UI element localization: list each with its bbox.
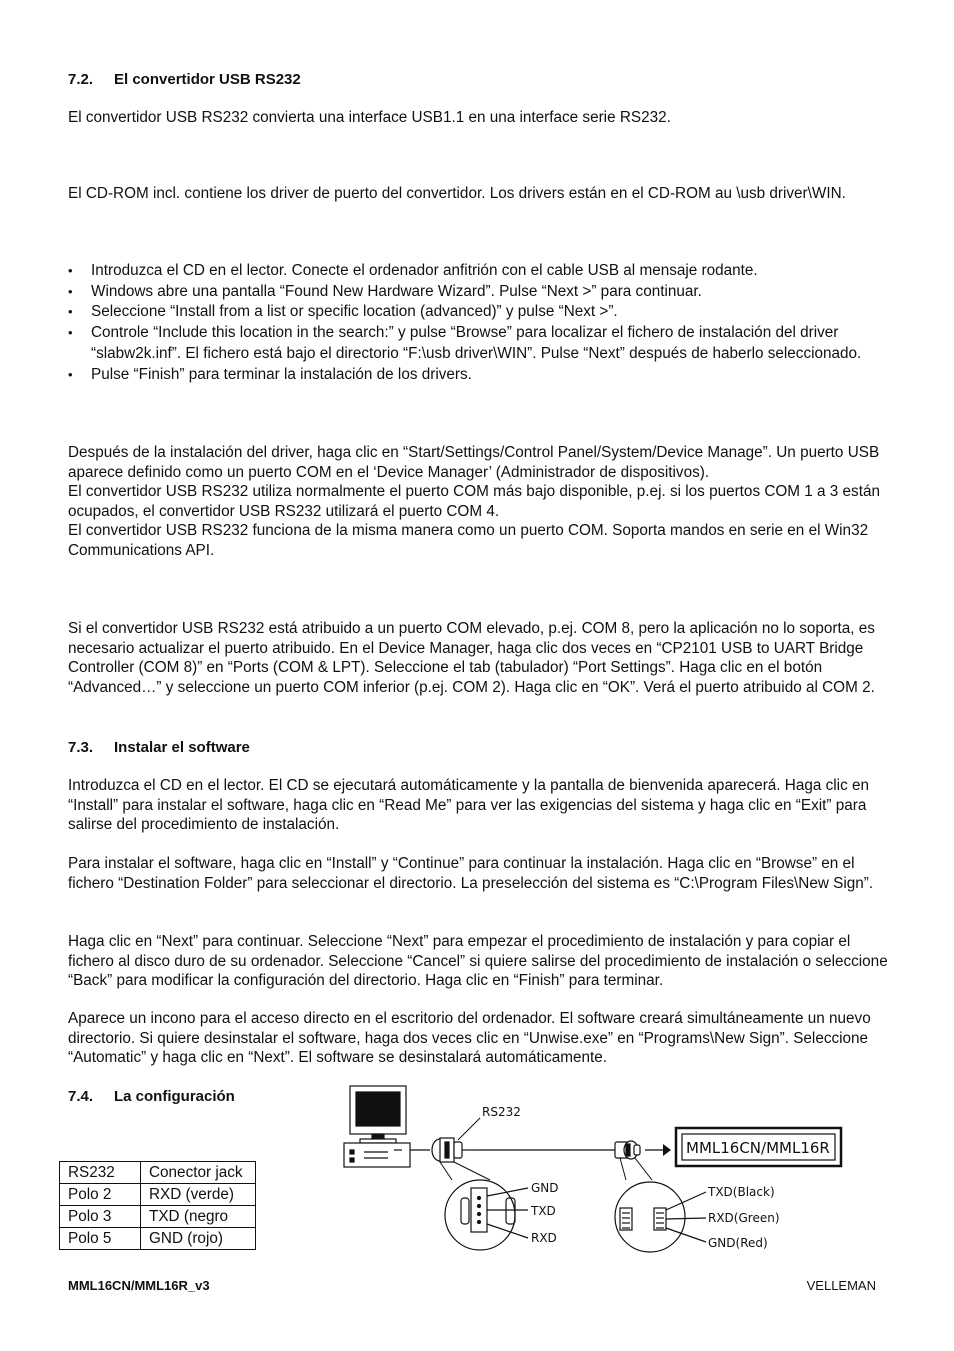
list-item: • Pulse “Finish” para terminar la instalación de los drivers. <box>68 365 898 386</box>
text-line: El convertidor USB RS232 utiliza normalmente el puerto COM más bajo disponible, p.ej. si los puertos COM 1 a 3 están ocupados, el convertidor USB RS232 utilizará el puerto COM 4. <box>68 483 880 520</box>
table-cell: Polo 2 <box>60 1184 141 1206</box>
device-label: MML16CN/MML16R <box>686 1139 830 1157</box>
text-line: Después de la instalación del driver, haga clic en “Start/Settings/Control Panel/System/Device Manage”. Un puerto USB aparece definido como un puerto COM en el ‘Device Manager’ (Administrador de dispositivos). <box>68 444 880 481</box>
table-row <box>60 1162 256 1184</box>
pin-label: GND(Red) <box>708 1236 768 1250</box>
table-cell: GND (rojo) <box>141 1228 256 1250</box>
section-title: Instalar el software <box>114 739 250 756</box>
table-row <box>60 1184 256 1206</box>
pin-label: TXD(Black) <box>708 1185 775 1199</box>
device-manager-paragraph <box>68 443 898 561</box>
list-item: • Windows abre una pantalla “Found New Hardware Wizard”. Pulse “Next >” para continuar. <box>68 282 898 303</box>
com-port-paragraph: Si el convertidor USB RS232 está atribuido a un puerto COM elevado, p.ej. COM 8, pero la aplicación no lo soporta, es necesario actualizar el puerto atribuido. En el Device Manager, haga clic dos veces en “CP2101 USB to UART Bridge Controller (COM 8)” en “Ports (COM & LPT). Seleccione el tab (tabulador) “Port Settings”. Haga clic en el botón “Advanced…” y seleccione un puerto COM inferior (p.ej. COM 2). Haga clic en “OK”. Verá el puerto atribuido al COM 2. <box>68 620 875 696</box>
rs232-label: RS232 <box>482 1105 521 1119</box>
table-cell: Conector jack <box>141 1162 256 1184</box>
install-paragraph-4: Aparece un incono para el acceso directo en el escritorio del ordenador. El software creará simultáneamente un nuevo directorio. Si quiere desinstalar el software, haga dos veces clic en “Unwise.exe” en “Programs\New Sign”. Seleccione “Automatic” y haga clic en “Next”. El software se desinstalará automáticamente. <box>68 1010 871 1067</box>
list-item: • Seleccione “Install from a list or specific location (advanced)” y pulse “Next >”. <box>68 302 898 323</box>
table-cell: RXD (verde) <box>141 1184 256 1206</box>
section-title: El convertidor USB RS232 <box>114 71 301 88</box>
pin-label: GND <box>531 1181 559 1195</box>
text-line: El convertidor USB RS232 funciona de la misma manera como un puerto COM. Soporta mandos en serie en el Win32 Communications API. <box>68 522 869 559</box>
arrow-icon <box>663 1144 671 1156</box>
section-7-4-heading <box>68 1087 235 1107</box>
driver-install-steps <box>68 261 898 385</box>
table-cell: TXD (negro <box>141 1206 256 1228</box>
section-number: 7.4. <box>68 1088 94 1105</box>
table-cell: Polo 5 <box>60 1228 141 1250</box>
section-title: La configuración <box>114 1088 235 1105</box>
jack-pinout-icon <box>615 1182 706 1252</box>
intro-paragraph: El convertidor USB RS232 convierta una interface USB1.1 en una interface serie RS232. <box>68 109 671 126</box>
section-number: 7.3. <box>68 739 94 756</box>
table-cell: RS232 <box>60 1162 141 1184</box>
cdrom-paragraph: El CD-ROM incl. contiene los driver de puerto del convertidor. Los drivers están en el CD-ROM au \usb driver\WIN. <box>68 185 846 202</box>
install-paragraph-2: Para instalar el software, haga clic en “Install” y “Continue” para continuar la instalación. Haga clic en “Browse” en el fichero “Destination Folder” para seleccionar el directorio. La preselección del sistema es “C:\Program Files\New Sign”. <box>68 855 874 892</box>
pin-label: TXD <box>531 1204 556 1218</box>
install-paragraph-3: Haga clic en “Next” para continuar. Seleccione “Next” para empezar el procedimiento de instalación y para copiar el fichero al disco duro de su ordenador. Seleccione “Cancel” si quiere salirse del procedimiento de instalación o seleccione “Back” para modificar la configuración del directorio. Haga clic en “Finish” para terminar. <box>68 933 888 990</box>
computer-icon <box>344 1086 410 1167</box>
table-cell: Polo 3 <box>60 1206 141 1228</box>
footer-brand: VELLEMAN <box>806 1278 876 1293</box>
db9-pinout-icon <box>445 1180 528 1250</box>
list-item: • Introduzca el CD en el lector. Conecte el ordenador anfitrión con el cable USB al mensaje rodante. <box>68 261 898 282</box>
section-7-2-heading <box>68 70 301 90</box>
section-number: 7.2. <box>68 71 94 88</box>
install-paragraph-1: Introduzca el CD en el lector. El CD se ejecutará automáticamente y la pantalla de bienvenida aparecerá. Haga clic en “Install” para instalar el software, haga clic en “Read Me” para ver las exigencias del sistema y haga clic en “Exit” para salirse del procedimiento de instalación. <box>68 777 869 834</box>
connection-diagram <box>330 1080 870 1260</box>
pin-label: RXD <box>531 1231 557 1245</box>
table-row <box>60 1228 256 1250</box>
section-7-3-heading <box>68 738 250 758</box>
table-row <box>60 1206 256 1228</box>
footer-model: MML16CN/MML16R_v3 <box>68 1278 210 1293</box>
jack-connector-icon <box>615 1141 640 1159</box>
db9-connector-icon <box>432 1138 475 1162</box>
list-item: • Controle “Include this location in the search:” y pulse “Browse” para localizar el fichero de instalación del driver “slabw2k.inf”. El fichero está bajo el directorio “F:\usb driver\WIN”. Pulse “Next” después de haberlo seleccionado. <box>68 323 898 364</box>
pin-label: RXD(Green) <box>708 1211 780 1225</box>
pin-table <box>59 1161 256 1250</box>
